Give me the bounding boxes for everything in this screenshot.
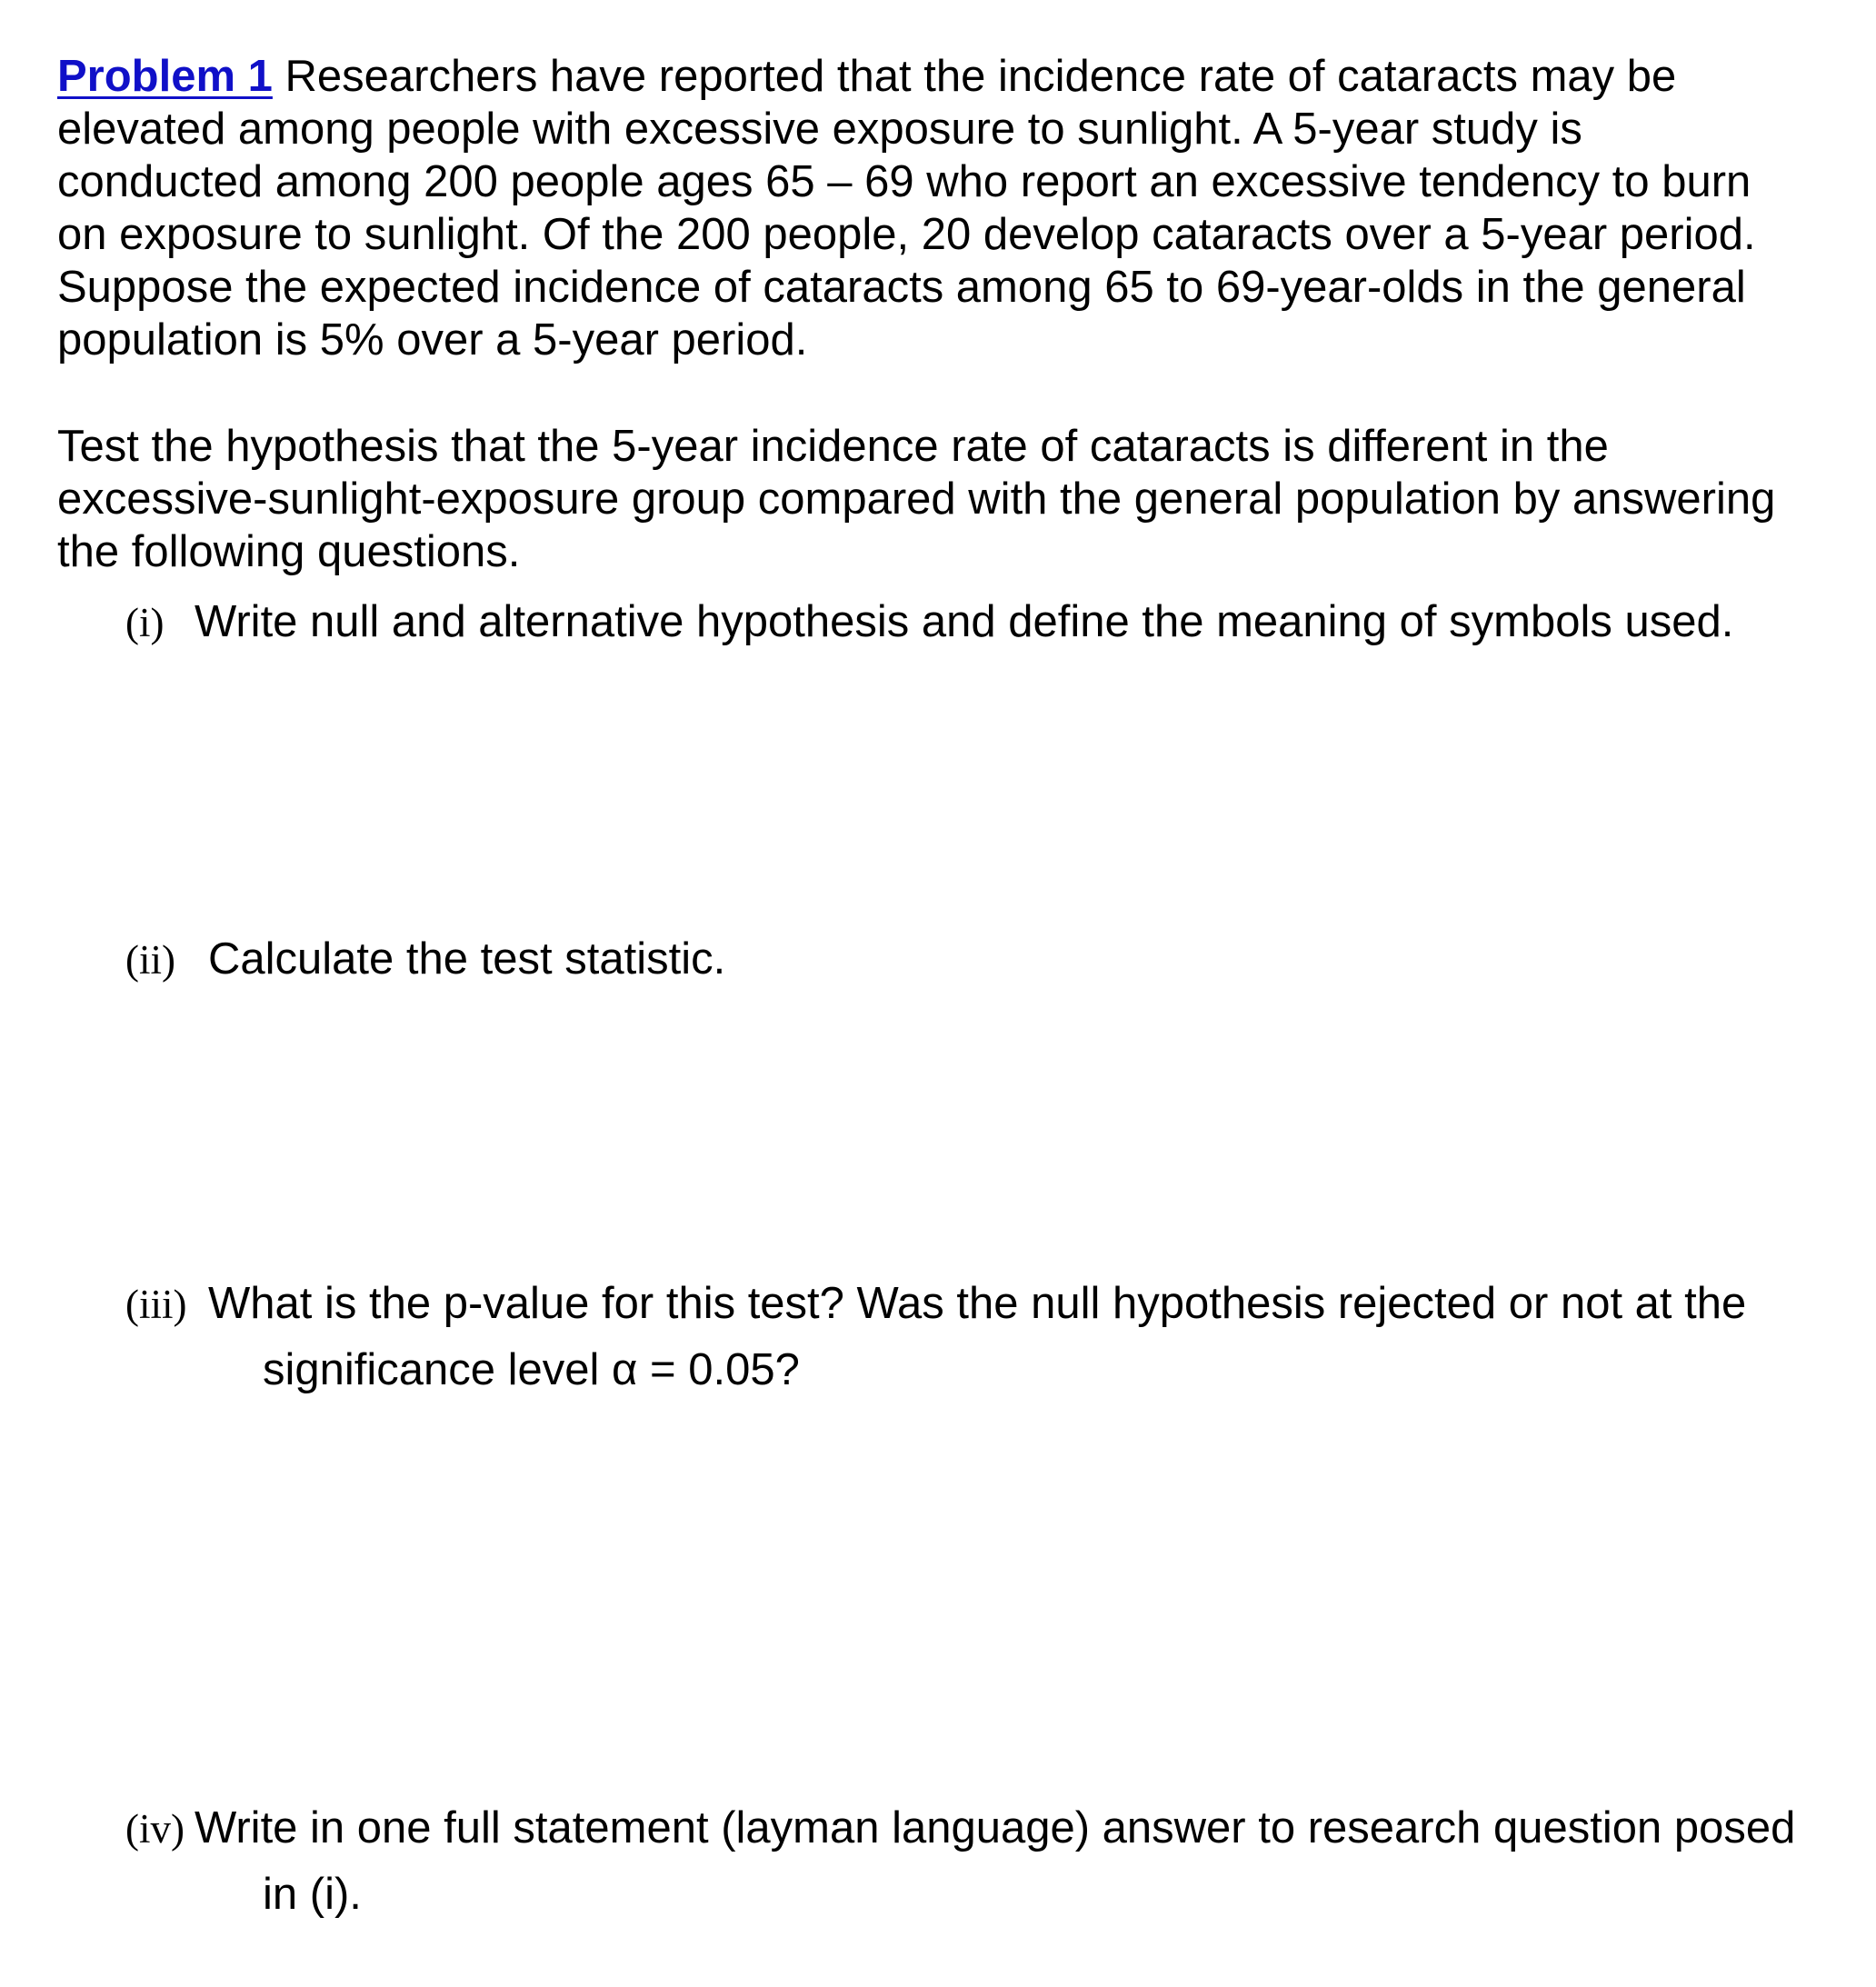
intro-line-4: on exposure to sunlight. Of the 200 people, 20 develop cataracts over a 5-year period. [57, 210, 1756, 259]
question-iv-continuation: in (i). [263, 1870, 362, 1919]
question-ii-text: Calculate the test statistic. [208, 934, 726, 984]
question-iii-number: (iii) [125, 1282, 187, 1327]
question-ii-number: (ii) [125, 937, 175, 983]
question-iv-number: (iv) [125, 1806, 185, 1852]
task-line-2: excessive-sunlight-exposure group compared with the general population by answering [57, 474, 1776, 524]
task-line-3: the following questions. [57, 527, 521, 576]
intro-line-1 [57, 50, 1839, 103]
intro-line-2: elevated among people with excessive exposure to sunlight. A 5-year study is [57, 105, 1582, 154]
intro-line-5: Suppose the expected incidence of cataracts among 65 to 69-year-olds in the general [57, 263, 1746, 312]
question-i-text: Write null and alternative hypothesis and define the meaning of symbols used. [195, 597, 1734, 646]
problem-intro-paragraph [57, 50, 1839, 366]
question-ii [125, 926, 725, 994]
question-iii-continuation: significance level α = 0.05? [263, 1345, 800, 1394]
intro-line-6: population is 5% over a 5-year period. [57, 315, 808, 364]
intro-line-1-text: Researchers have reported that the incidence rate of cataracts may be [272, 52, 1677, 101]
problem-title-link[interactable]: Problem 1 [57, 52, 273, 101]
question-iv-text: Write in one full statement (layman language) answer to research question posed [195, 1803, 1796, 1852]
question-iii-text: What is the p-value for this test? Was the null hypothesis rejected or not at the [208, 1279, 1747, 1328]
question-iii [125, 1271, 1746, 1338]
intro-line-3: conducted among 200 people ages 65 – 69 who report an excessive tendency to burn [57, 157, 1751, 206]
question-iv [125, 1795, 1795, 1862]
question-i-number: (i) [125, 600, 165, 645]
task-line-1: Test the hypothesis that the 5-year incidence rate of cataracts is different in the [57, 422, 1609, 471]
question-i [125, 589, 1733, 656]
task-paragraph [57, 420, 1839, 578]
